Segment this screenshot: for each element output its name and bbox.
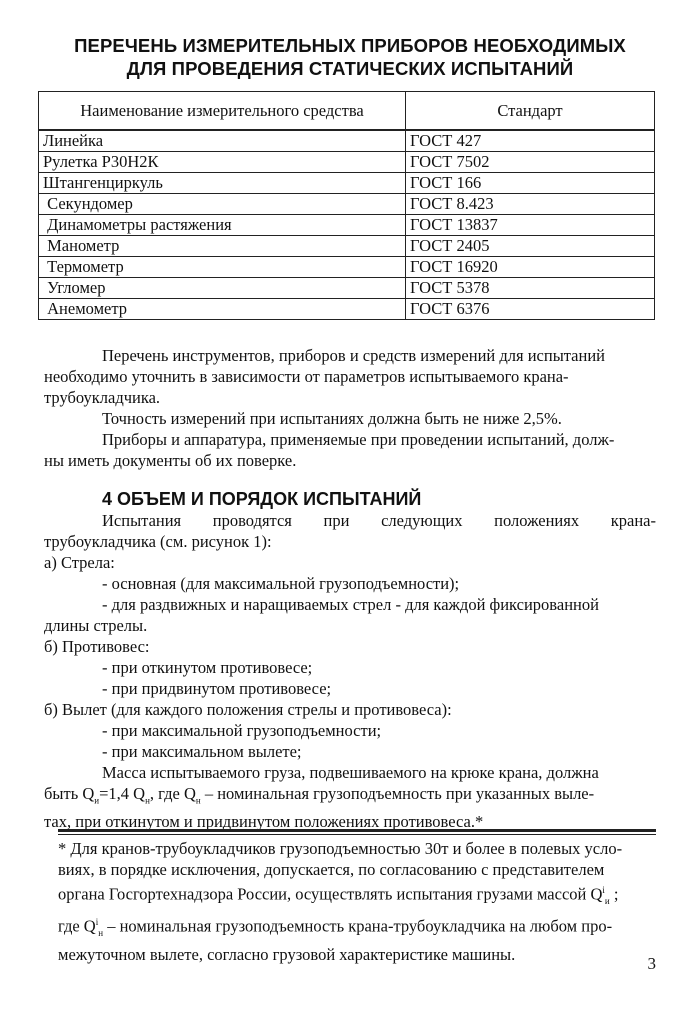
instrument-standard: ГОСТ 166 — [406, 173, 655, 194]
subscript: н — [195, 795, 201, 806]
list-label: а) Стрела: — [44, 553, 115, 572]
paragraph-line: необходимо уточнить в зависимости от параметров испытываемого крана- — [44, 367, 569, 386]
footnote-line: * Для кранов-трубоукладчиков грузоподъемностью 30т и более в полевых усло- — [58, 839, 623, 858]
instrument-name: Термометр — [39, 257, 406, 278]
instrument-standard: ГОСТ 2405 — [406, 236, 655, 257]
table-row — [39, 152, 655, 173]
instrument-name: Динамометры растяжения — [39, 215, 406, 236]
subscript: и — [94, 795, 100, 806]
table-row — [39, 194, 655, 215]
paragraph-line: ны иметь документы об их поверке. — [44, 451, 297, 470]
footnote — [58, 838, 656, 965]
instrument-name: Угломер — [39, 278, 406, 299]
instruments-notes — [44, 345, 656, 471]
section-4 — [44, 488, 656, 832]
table-row — [39, 173, 655, 194]
text-run: – номинальная грузоподъемность при указанных выле- — [200, 784, 595, 803]
list-item-continuation: длины стрелы. — [44, 616, 148, 635]
text-run: , где Q — [149, 784, 196, 803]
column-header-standard: Стандарт — [406, 92, 655, 131]
paragraph-line: трубоукладчика. — [44, 388, 161, 407]
instrument-standard: ГОСТ 16920 — [406, 257, 655, 278]
text-run: быть Q — [44, 784, 95, 803]
subscript: и — [604, 895, 610, 906]
instruments-table — [38, 91, 655, 320]
table-row — [39, 257, 655, 278]
text-run: где Q — [58, 916, 96, 936]
text-run: =1,4 Q — [99, 784, 146, 803]
list-item: - при максимальной грузоподъемности; — [102, 721, 382, 740]
list-item: - при откинутом противовесе; — [102, 658, 313, 677]
paragraph-line: Испытания проводятся при следующих положениях крана- — [102, 511, 656, 530]
instrument-standard: ГОСТ 8.423 — [406, 194, 655, 215]
footnote-line: виях, в порядке исключения, допускается, по согласованию с представителем — [58, 860, 605, 879]
table-row — [39, 278, 655, 299]
paragraph-line: трубоукладчика (см. рисунок 1): — [44, 532, 272, 551]
paragraph-line: Масса испытываемого груза, подвешиваемого на крюке крана, должна — [102, 763, 599, 782]
instrument-name: Штангенциркуль — [39, 173, 406, 194]
list-item: - при придвинутом противовесе; — [102, 679, 332, 698]
footnote-line — [58, 880, 656, 912]
column-header-name: Наименование измерительного средства — [39, 92, 406, 131]
instrument-standard: ГОСТ 5378 — [406, 278, 655, 299]
instrument-name: Анемометр — [39, 299, 406, 320]
footnote-divider-thin — [58, 834, 656, 835]
subscript: н — [145, 795, 150, 806]
list-item: - для раздвижных и наращиваемых стрел - для каждой фиксированной — [102, 595, 599, 614]
paragraph-line: Приборы и аппаратура, применяемые при проведении испытаний, долж- — [102, 430, 615, 449]
table-row — [39, 130, 655, 152]
text-run: ; — [609, 884, 619, 904]
table-row — [39, 299, 655, 320]
instrument-standard: ГОСТ 7502 — [406, 152, 655, 173]
footnote-line — [58, 912, 656, 944]
text-run: – номинальная грузоподъемность крана-трубоукладчика на любом про- — [103, 916, 613, 936]
paragraph-line: тах, при откинутом и придвинутом положениях противовеса.* — [44, 812, 484, 832]
list-label: б) Вылет (для каждого положения стрелы и противовеса): — [44, 700, 452, 719]
footnote-divider — [58, 829, 656, 832]
instrument-name: Секундомер — [39, 194, 406, 215]
title-line-2: ДЛЯ ПРОВЕДЕНИЯ СТАТИЧЕСКИХ ИСПЫТАНИЙ — [126, 58, 574, 79]
table-row — [39, 236, 655, 257]
paragraph-line: Перечень инструментов, приборов и средств измерений для испытаний — [102, 346, 606, 365]
superscript: i — [95, 916, 99, 927]
table-header-row — [39, 92, 655, 131]
instrument-standard: ГОСТ 427 — [406, 130, 655, 152]
list-item: - при максимальном вылете; — [102, 742, 302, 761]
list-label: б) Противовес: — [44, 637, 150, 656]
list-item: - основная (для максимальной грузоподъемности); — [102, 574, 460, 593]
instrument-name: Линейка — [39, 130, 406, 152]
footnote-line: межуточном вылете, согласно грузовой характеристике машины. — [58, 944, 516, 964]
page-number: 3 — [647, 954, 656, 973]
page-title — [40, 34, 660, 80]
text-run: органа Госгортехнадзора России, осуществлять испытания грузами массой Q — [58, 884, 603, 904]
subscript: н — [98, 927, 104, 938]
instrument-name: Рулетка Р30Н2К — [39, 152, 406, 173]
title-line-1: ПЕРЕЧЕНЬ ИЗМЕРИТЕЛЬНЫХ ПРИБОРОВ НЕОБХОДИМЫХ — [74, 35, 626, 56]
section-heading: 4 ОБЪЕМ И ПОРЯДОК ИСПЫТАНИЙ — [102, 489, 422, 509]
instrument-standard: ГОСТ 6376 — [406, 299, 655, 320]
paragraph-line: Точность измерений при испытаниях должна быть не ниже 2,5%. — [102, 409, 562, 428]
instrument-standard: ГОСТ 13837 — [406, 215, 655, 236]
paragraph-line — [44, 783, 656, 811]
superscript: i — [602, 885, 605, 895]
table-row — [39, 215, 655, 236]
instrument-name: Манометр — [39, 236, 406, 257]
